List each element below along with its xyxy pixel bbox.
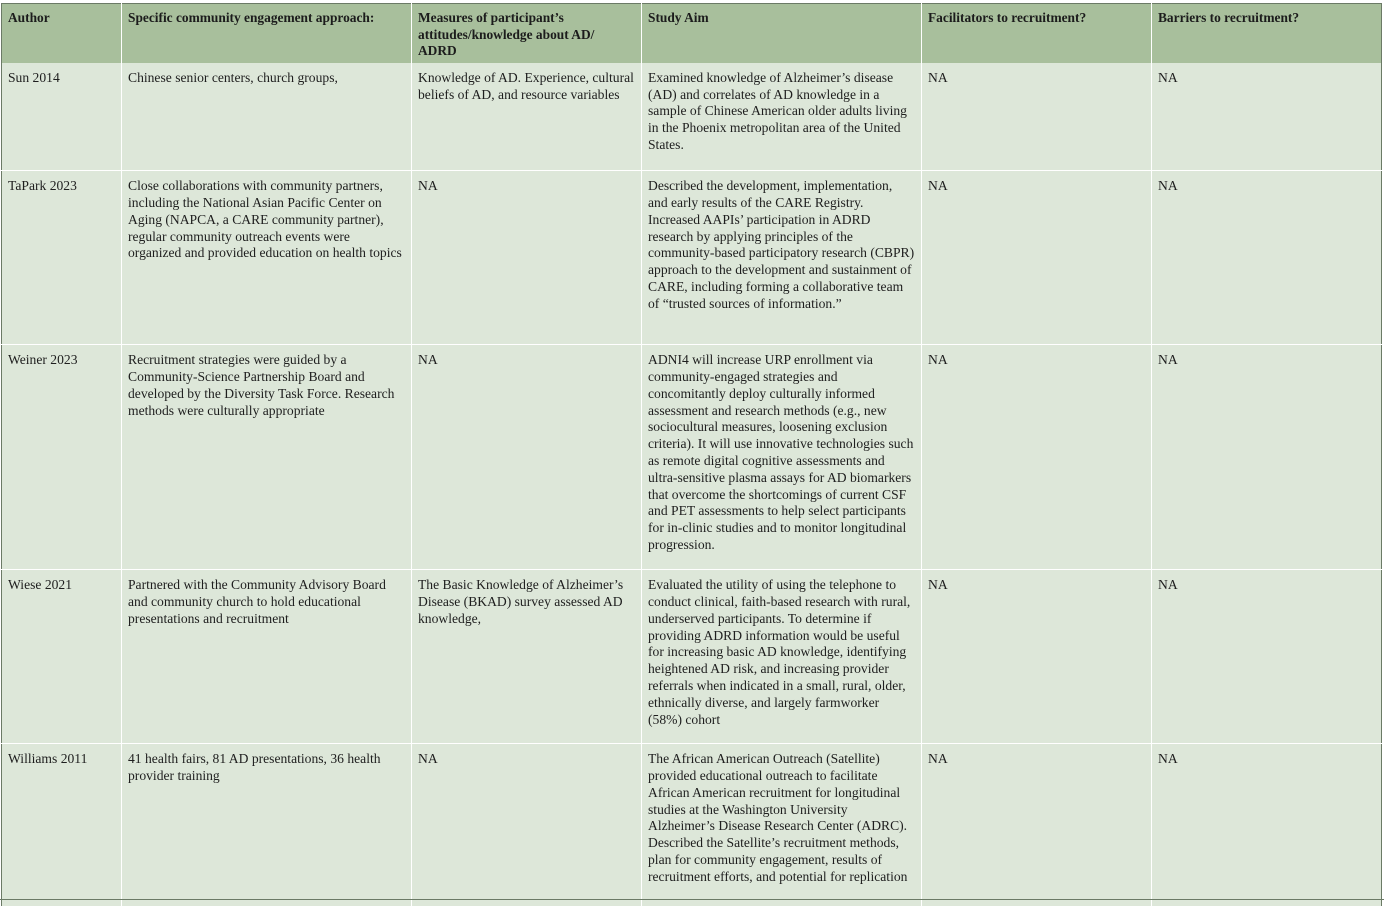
- cell-measures: Knowledge of AD. Experience, cultural beliefs of AD, and resource variables: [412, 63, 642, 171]
- cell-approach: 41 health fairs, 81 AD presentations, 36 health provider training: [122, 744, 412, 906]
- cell-barriers: NA: [1152, 171, 1382, 345]
- cell-measures: NA: [412, 744, 642, 906]
- cell-measures: NA: [412, 171, 642, 345]
- table-bottom-border: [0, 899, 1384, 900]
- cell-aim: ADNI4 will increase URP enrollment via community-engaged strategies and concomitantly deploy culturally informed assessment and research methods (e.g., new sociocultural measures, loosening exclusion criteria). It will use innovative technologies such as remote digital cognitive assessments and ultra-sensitive plasma assays for AD biomarkers that overcome the shortcomings of current CSF and PET assessments to help select participants for in-clinic studies and to monitor longitudinal progression.: [642, 345, 922, 570]
- cell-approach: Chinese senior centers, church groups,: [122, 63, 412, 171]
- cell-barriers: NA: [1152, 63, 1382, 171]
- cell-barriers: NA: [1152, 570, 1382, 744]
- cell-author: Weiner 2023: [2, 345, 122, 570]
- table-body: [2, 63, 1382, 906]
- header-facilitators: Facilitators to recruitment?: [922, 4, 1152, 63]
- header-measures: Measures of participant’s attitudes/knowledge about AD/ ADRD: [412, 4, 642, 63]
- table-row: [2, 744, 1382, 906]
- cell-approach: Partnered with the Community Advisory Board and community church to hold educational presentations and recruitment: [122, 570, 412, 744]
- cell-measures: The Basic Knowledge of Alzheimer’s Disease (BKAD) survey assessed AD knowledge,: [412, 570, 642, 744]
- cell-aim: Evaluated the utility of using the telephone to conduct clinical, faith-based research with rural, underserved participants. To determine if providing ADRD information would be useful for increasing basic AD knowledge, identifying heightened AD risk, and increasing provider referrals when indicated in a small, rural, older, ethnically diverse, and largely farmworker (58%) cohort: [642, 570, 922, 744]
- cell-author: TaPark 2023: [2, 171, 122, 345]
- header-approach: Specific community engagement approach:: [122, 4, 412, 63]
- cell-aim: Described the development, implementation, and early results of the CARE Registry. Increased AAPIs’ participation in ADRD research by applying principles of the community-based participatory research (CBPR) approach to the development and sustainment of CARE, including forming a collaborative team of “trusted sources of information.”: [642, 171, 922, 345]
- header-aim: Study Aim: [642, 4, 922, 63]
- table-row: [2, 63, 1382, 171]
- cell-facilitators: NA: [922, 570, 1152, 744]
- cell-author: Williams 2011: [2, 744, 122, 906]
- header-author: Author: [2, 4, 122, 63]
- table-row: [2, 345, 1382, 570]
- cell-facilitators: NA: [922, 63, 1152, 171]
- cell-measures: NA: [412, 345, 642, 570]
- cell-author: Sun 2014: [2, 63, 122, 171]
- cell-facilitators: NA: [922, 744, 1152, 906]
- cell-facilitators: NA: [922, 171, 1152, 345]
- cell-barriers: NA: [1152, 744, 1382, 906]
- cell-facilitators: NA: [922, 345, 1152, 570]
- table-row: [2, 171, 1382, 345]
- literature-review-table: [1, 3, 1382, 906]
- cell-aim: Examined knowledge of Alzheimer’s disease (AD) and correlates of AD knowledge in a sample of Chinese American older adults living in the Phoenix metropolitan area of the United States.: [642, 63, 922, 171]
- header-barriers: Barriers to recruitment?: [1152, 4, 1382, 63]
- cell-approach: Recruitment strategies were guided by a Community-Science Partnership Board and developed by the Diversity Task Force. Research methods were culturally appropriate: [122, 345, 412, 570]
- table-header: [2, 4, 1382, 63]
- cell-aim: The African American Outreach (Satellite) provided educational outreach to facilitate African American recruitment for longitudinal studies at the Washington University Alzheimer’s Disease Research Center (ADRC). Described the Satellite’s recruitment methods, plan for community engagement, results of recruitment efforts, and potential for replication: [642, 744, 922, 906]
- cell-author: Wiese 2021: [2, 570, 122, 744]
- header-row: [2, 4, 1382, 63]
- cell-approach: Close collaborations with community partners, including the National Asian Pacific Center on Aging (NAPCA, a CARE community partner), regular community outreach events were organized and provided education on health topics: [122, 171, 412, 345]
- table-row: [2, 570, 1382, 744]
- cell-barriers: NA: [1152, 345, 1382, 570]
